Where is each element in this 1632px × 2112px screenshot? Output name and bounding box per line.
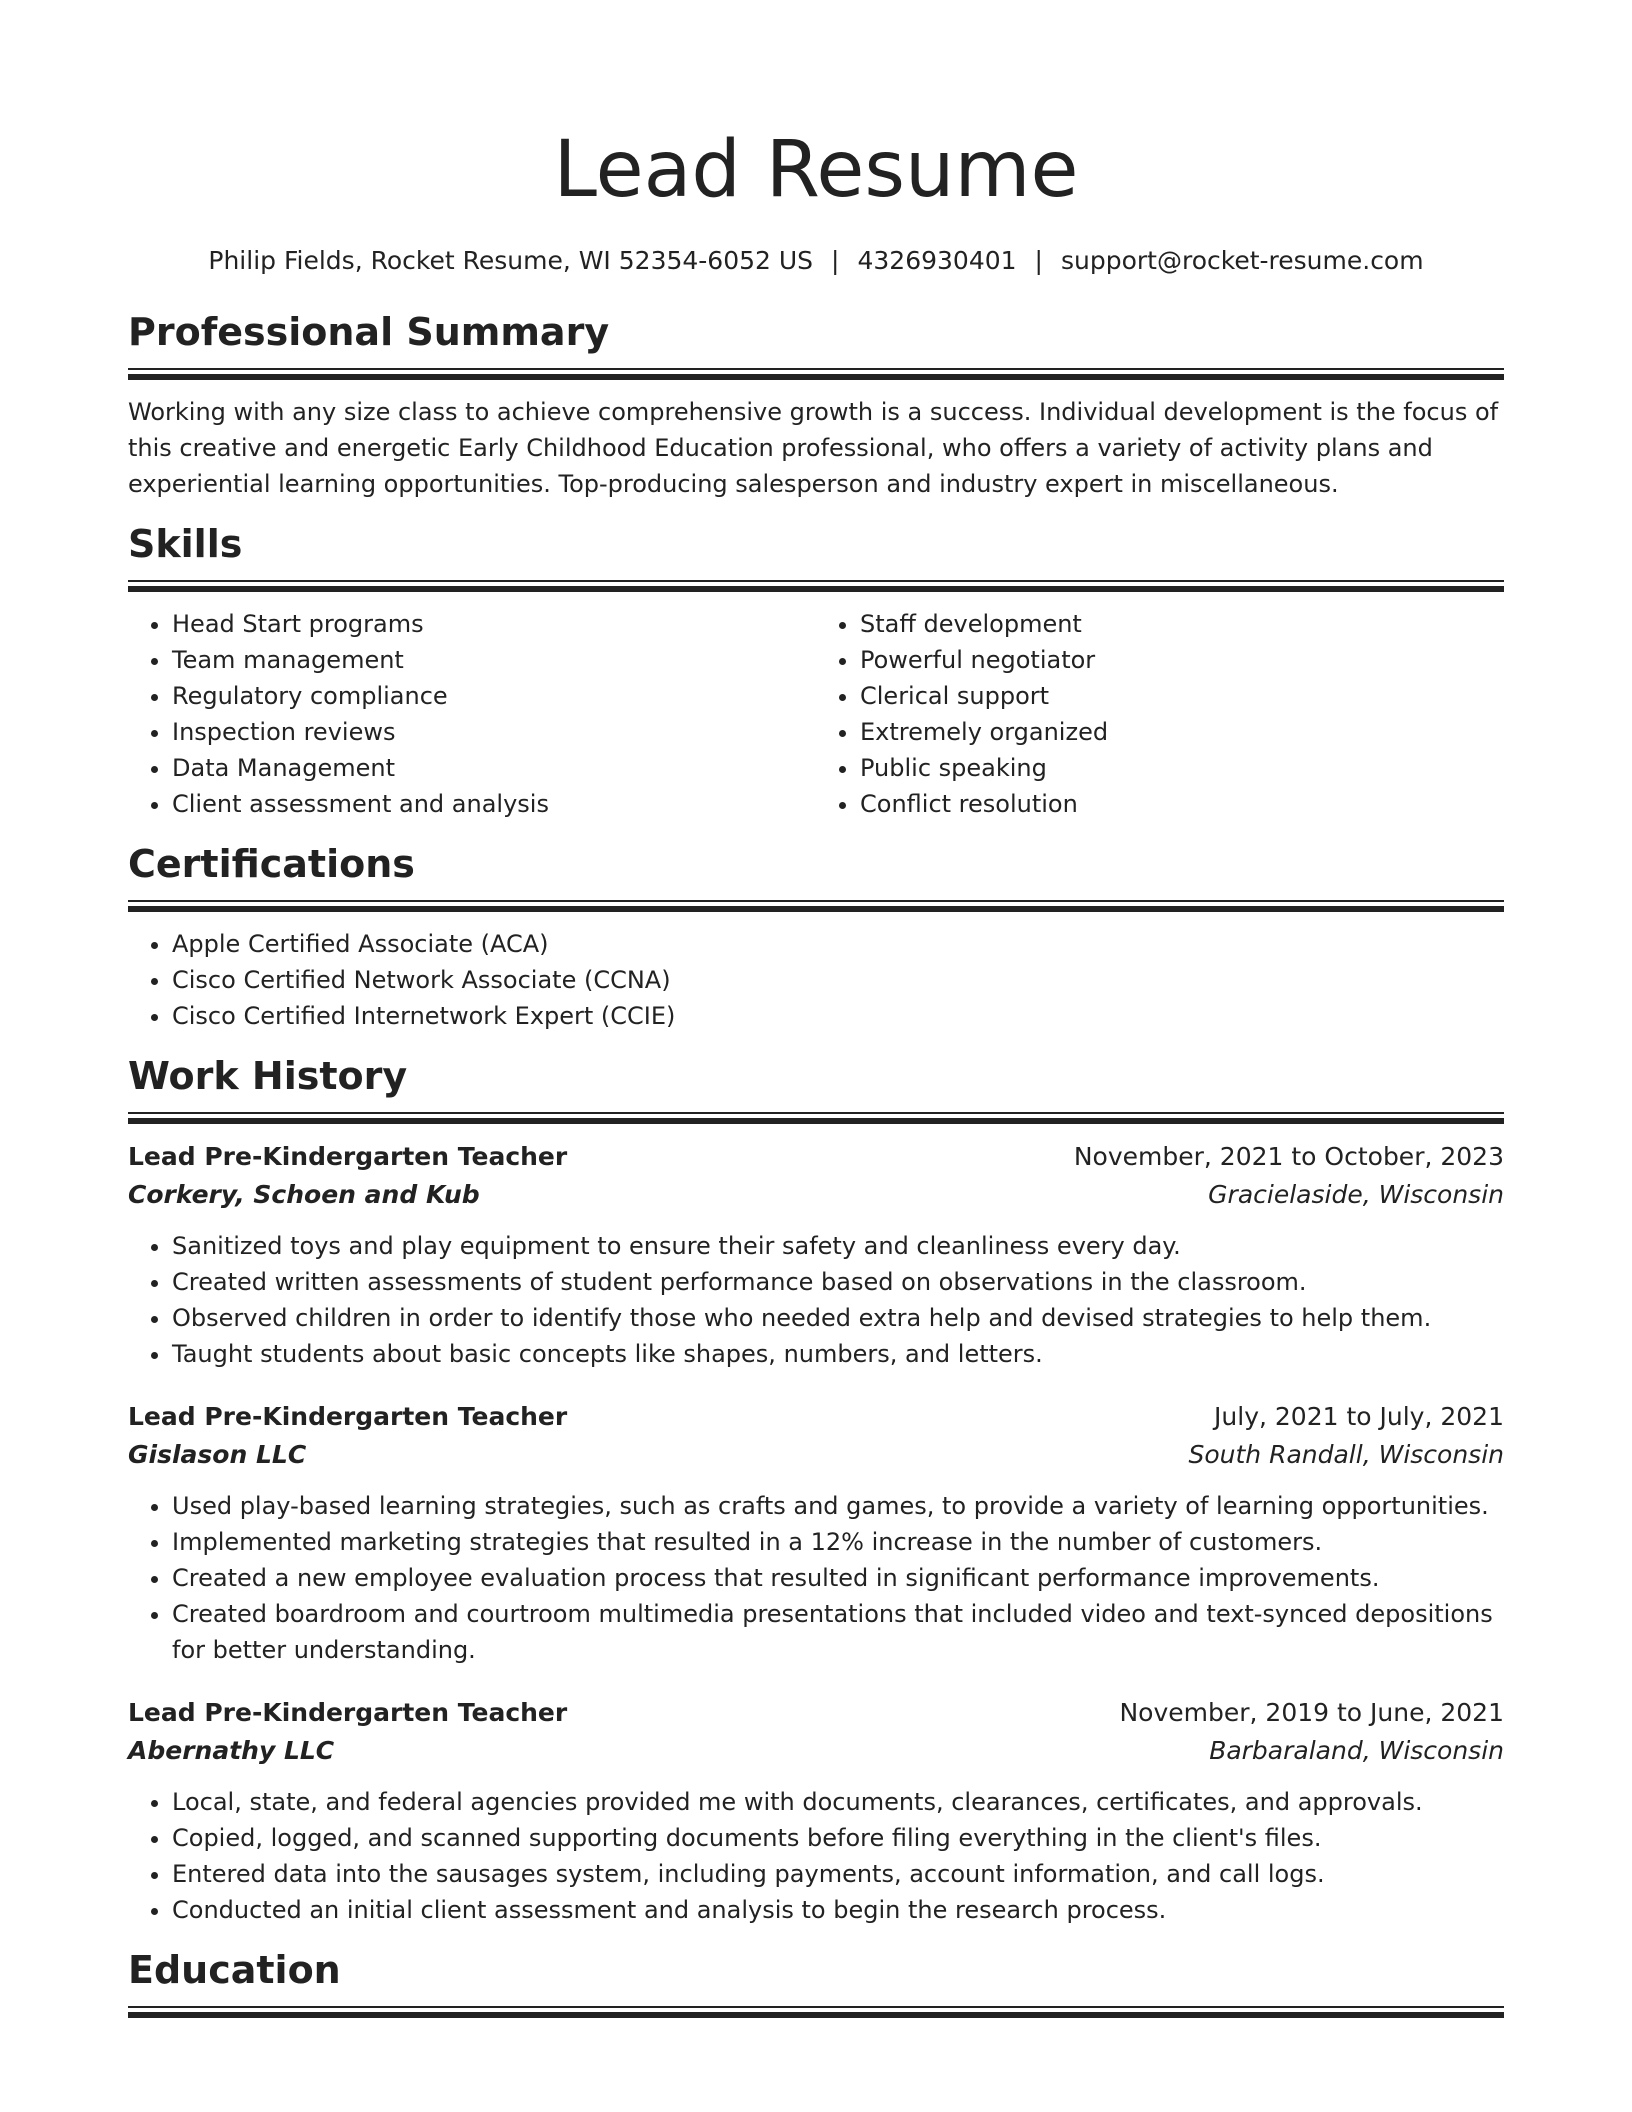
job-bullet: • Created a new employee evaluation process that resulted in significant performance improvements. [172,1560,1504,1596]
job-bullet: • Used play-based learning strategies, such as crafts and games, to provide a variety of learning opportunities. [172,1488,1504,1524]
job-bullet: • Copied, logged, and scanned supporting documents before filing everything in the client's files. [172,1820,1504,1856]
job-location: Gracielaside, Wisconsin [1208,1180,1504,1209]
job-bullet: • Entered data into the sausages system, including payments, account information, and call logs. [172,1856,1504,1892]
skill-item: • Data Management [172,750,816,786]
work-title: Work History [128,1054,408,1098]
job-bullets [128,1228,1504,1372]
skill-item: • Conflict resolution [860,786,1504,822]
certification-item: • Apple Certified Associate (ACA) [172,926,1504,962]
skill-item: • Regulatory compliance [172,678,816,714]
job-company: Abernathy LLC [128,1736,335,1765]
job-company: Gislason LLC [128,1440,307,1469]
summary-title: Professional Summary [128,310,610,354]
contact-address: Philip Fields, Rocket Resume, WI 52354-6052 US [208,246,814,275]
job-header-row [128,1138,1504,1176]
job-bullet: • Taught students about basic concepts like shapes, numbers, and letters. [172,1336,1504,1372]
work-section [128,1050,1504,1928]
skill-item: • Public speaking [860,750,1504,786]
job-title: Lead Pre-Kindergarten Teacher [128,1698,568,1727]
section-divider [128,368,1504,380]
job-bullet: • Implemented marketing strategies that resulted in a 12% increase in the number of customers. [172,1524,1504,1560]
job-bullets [128,1488,1504,1668]
skills-title: Skills [128,522,243,566]
job-bullets [128,1784,1504,1928]
skills-list-left [128,606,816,822]
job-entry [128,1138,1504,1372]
job-header-row [128,1398,1504,1436]
resume-name: Lead Resume [553,125,1079,215]
skill-item: • Client assessment and analysis [172,786,816,822]
skill-item: • Powerful negotiator [860,642,1504,678]
job-company: Corkery, Schoen and Kub [128,1180,480,1209]
section-divider [128,900,1504,912]
job-dates: July, 2021 to July, 2021 [1214,1402,1504,1431]
certifications-section [128,838,1504,1034]
skill-item: • Inspection reviews [172,714,816,750]
certification-item: • Cisco Certified Network Associate (CCNA) [172,962,1504,998]
job-subheader-row [128,1732,1504,1770]
summary-section [128,306,1504,502]
job-subheader-row [128,1176,1504,1214]
job-bullet: • Created written assessments of student performance based on observations in the classroom. [172,1264,1504,1300]
job-dates: November, 2019 to June, 2021 [1119,1698,1504,1727]
contact-email[interactable]: support@rocket-resume.com [1060,246,1424,275]
skill-item: • Clerical support [860,678,1504,714]
job-bullet: • Observed children in order to identify those who needed extra help and devised strategies to help them. [172,1300,1504,1336]
section-divider [128,1112,1504,1124]
job-bullet: • Conducted an initial client assessment and analysis to begin the research process. [172,1892,1504,1928]
certifications-title: Certifications [128,842,415,886]
contact-line [128,244,1504,278]
contact-phone: 4326930401 [857,246,1017,275]
job-header-row [128,1694,1504,1732]
skills-list-right [816,606,1504,822]
job-bullet: • Created boardroom and courtroom multimedia presentations that included video and text-synced depositions for better understanding. [172,1596,1504,1668]
job-location: South Randall, Wisconsin [1188,1440,1504,1469]
job-entry [128,1694,1504,1928]
job-subheader-row [128,1436,1504,1474]
summary-text: Working with any size class to achieve comprehensive growth is a success. Individual development is the focus of this creative and energetic Early Childhood Education professional, who offers a variety of activity plans and experiential learning opportunities. Top-producing salesperson and industry expert in miscellaneous. [128,398,1499,498]
job-title: Lead Pre-Kindergarten Teacher [128,1142,568,1171]
skills-columns [128,606,1504,822]
education-title: Education [128,1948,341,1992]
certification-item: • Cisco Certified Internetwork Expert (CCIE) [172,998,1504,1034]
skills-section [128,518,1504,822]
section-divider [128,2006,1504,2018]
skill-item: • Head Start programs [172,606,816,642]
contact-separator: | [831,246,840,275]
certifications-list [128,926,1504,1034]
skill-item: • Staff development [860,606,1504,642]
job-bullet: • Sanitized toys and play equipment to ensure their safety and cleanliness every day. [172,1228,1504,1264]
job-location: Barbaraland, Wisconsin [1209,1736,1504,1765]
job-dates: November, 2021 to October, 2023 [1073,1142,1504,1171]
job-title: Lead Pre-Kindergarten Teacher [128,1402,568,1431]
job-entry [128,1398,1504,1668]
section-divider [128,580,1504,592]
skill-item: • Team management [172,642,816,678]
contact-separator: | [1034,246,1043,275]
job-bullet: • Local, state, and federal agencies provided me with documents, clearances, certificates, and approvals. [172,1784,1504,1820]
skill-item: • Extremely organized [860,714,1504,750]
education-section [128,1944,1504,2018]
